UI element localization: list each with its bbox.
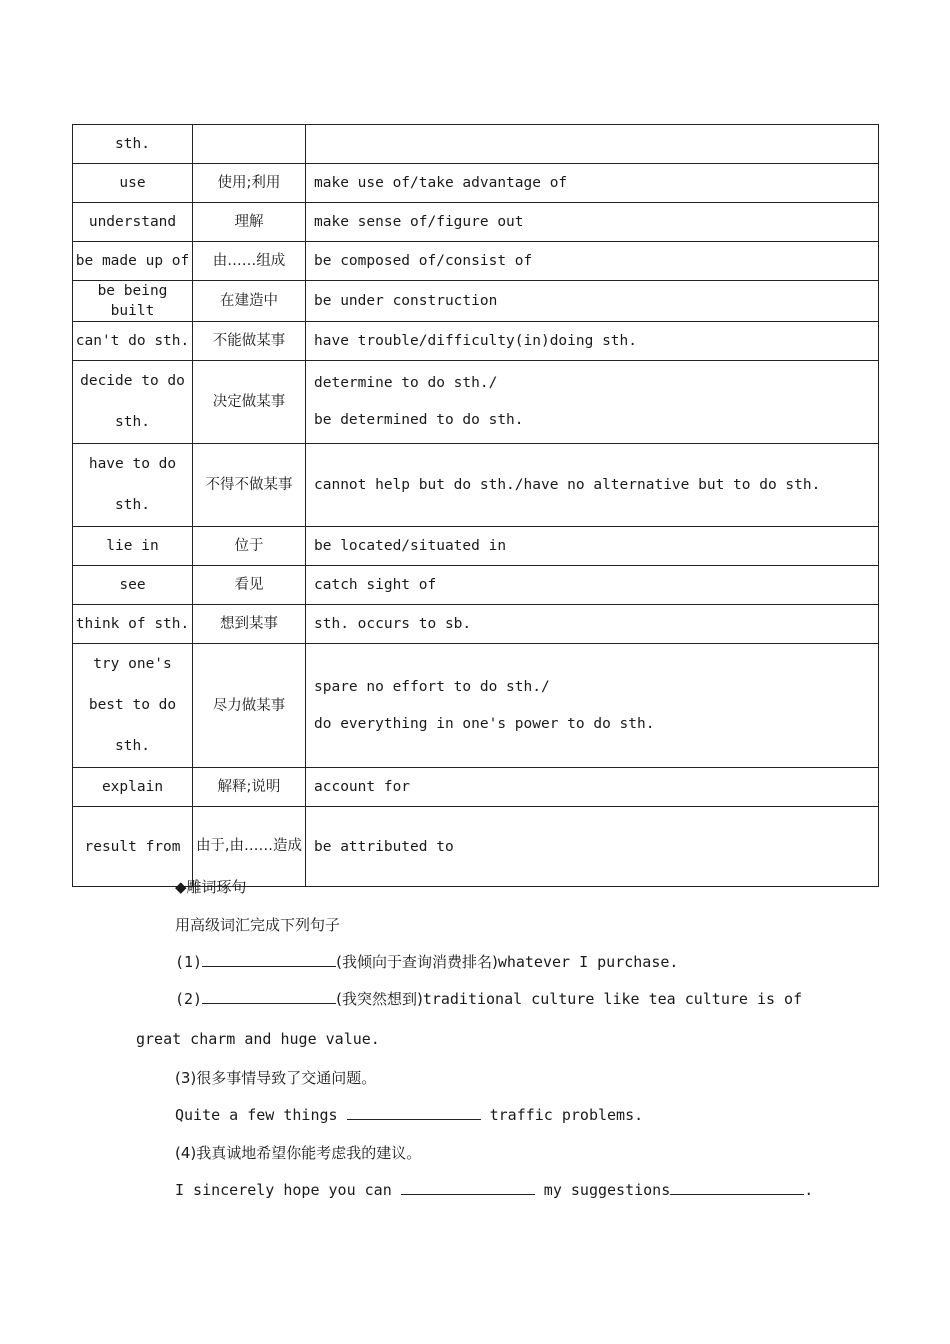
meaning-cell: 不能做某事 bbox=[193, 322, 306, 361]
basic-expression-cell: think of sth. bbox=[73, 605, 193, 644]
meaning-cell: 尽力做某事 bbox=[193, 644, 306, 768]
meaning-cell: 使用;利用 bbox=[193, 164, 306, 203]
advanced-expression-cell: make sense of/figure out bbox=[306, 203, 879, 242]
question-3 bbox=[175, 1105, 643, 1124]
basic-expression-cell: sth. bbox=[73, 125, 193, 164]
basic-expression-cell: be made up of bbox=[73, 242, 193, 281]
answer-blank[interactable] bbox=[401, 1180, 535, 1195]
advanced-expression-cell: make use of/take advantage of bbox=[306, 164, 879, 203]
table-row bbox=[73, 203, 879, 242]
meaning-cell: 解释;说明 bbox=[193, 768, 306, 807]
table-row bbox=[73, 605, 879, 644]
meaning-cell: 看见 bbox=[193, 566, 306, 605]
advanced-line: determine to do sth./ bbox=[314, 375, 498, 391]
meaning-cell: 在建造中 bbox=[193, 281, 306, 322]
advanced-expression-cell: be composed of/consist of bbox=[306, 242, 879, 281]
meaning-cell: 位于 bbox=[193, 527, 306, 566]
table-row bbox=[73, 527, 879, 566]
question-text: I sincerely hope you can bbox=[175, 1181, 401, 1199]
meaning-cell: 由于,由……造成 bbox=[193, 807, 306, 887]
section-heading: ◆雕词琢句 bbox=[175, 878, 247, 896]
answer-blank[interactable] bbox=[202, 952, 336, 967]
table-row bbox=[73, 768, 879, 807]
table-row bbox=[73, 164, 879, 203]
basic-expression-cell: explain bbox=[73, 768, 193, 807]
advanced-line: be determined to do sth. bbox=[314, 412, 524, 428]
answer-blank[interactable] bbox=[670, 1180, 804, 1195]
answer-blank[interactable] bbox=[202, 989, 336, 1004]
question-text: whatever I purchase. bbox=[497, 953, 679, 971]
question-hint: (我突然想到) bbox=[336, 990, 423, 1008]
basic-expression-cell: have to do sth. bbox=[73, 444, 193, 527]
table-row bbox=[73, 566, 879, 605]
meaning-cell: 由……组成 bbox=[193, 242, 306, 281]
advanced-expression-cell bbox=[306, 644, 879, 768]
meaning-cell: 理解 bbox=[193, 203, 306, 242]
question-2 bbox=[175, 988, 802, 1009]
basic-expression-cell: lie in bbox=[73, 527, 193, 566]
question-number: (2) bbox=[175, 990, 203, 1008]
meaning-cell: 决定做某事 bbox=[193, 361, 306, 444]
advanced-expression-cell: sth. occurs to sb. bbox=[306, 605, 879, 644]
question-text: Quite a few things bbox=[175, 1106, 347, 1124]
question-4-prompt: (4)我真诚地希望你能考虑我的建议。 bbox=[175, 1144, 422, 1162]
advanced-expression-cell: be under construction bbox=[306, 281, 879, 322]
basic-expression-cell: use bbox=[73, 164, 193, 203]
table-row bbox=[73, 125, 879, 164]
table-row bbox=[73, 444, 879, 527]
basic-expression-cell: be being built bbox=[73, 281, 193, 322]
question-hint: (我倾向于查询消费排名) bbox=[336, 953, 498, 971]
question-text: . bbox=[804, 1181, 814, 1199]
instruction: 用高级词汇完成下列句子 bbox=[175, 916, 341, 934]
question-4 bbox=[175, 1180, 813, 1199]
basic-expression-cell: understand bbox=[73, 203, 193, 242]
basic-expression-cell: try one's best to do sth. bbox=[73, 644, 193, 768]
advanced-line: spare no effort to do sth./ bbox=[314, 678, 550, 695]
advanced-expression-cell bbox=[306, 125, 879, 164]
meaning-cell: 想到某事 bbox=[193, 605, 306, 644]
table-row bbox=[73, 322, 879, 361]
meaning-cell bbox=[193, 125, 306, 164]
table-row bbox=[73, 361, 879, 444]
advanced-expression-cell bbox=[306, 361, 879, 444]
table-row bbox=[73, 281, 879, 322]
question-2-continuation: great charm and huge value. bbox=[136, 1030, 380, 1048]
basic-expression-cell: can't do sth. bbox=[73, 322, 193, 361]
table-row bbox=[73, 807, 879, 887]
question-text: my suggestions bbox=[534, 1181, 671, 1199]
question-number: (1) bbox=[175, 953, 203, 971]
table-row bbox=[73, 242, 879, 281]
advanced-expression-cell: account for bbox=[306, 768, 879, 807]
vocabulary-table bbox=[72, 124, 879, 887]
answer-blank[interactable] bbox=[347, 1105, 481, 1120]
basic-expression-cell: see bbox=[73, 566, 193, 605]
advanced-expression-cell: catch sight of bbox=[306, 566, 879, 605]
advanced-expression-cell: have trouble/difficulty(in)doing sth. bbox=[306, 322, 879, 361]
question-text: traffic problems. bbox=[480, 1106, 644, 1124]
basic-expression-cell: result from bbox=[73, 807, 193, 887]
advanced-line: do everything in one's power to do sth. bbox=[314, 715, 655, 732]
advanced-expression-cell: be located/situated in bbox=[306, 527, 879, 566]
question-1 bbox=[175, 951, 678, 972]
table-row bbox=[73, 644, 879, 768]
question-3-prompt: (3)很多事情导致了交通问题。 bbox=[175, 1069, 377, 1087]
advanced-expression-cell: cannot help but do sth./have no alternative but to do sth. bbox=[306, 444, 879, 527]
question-text: traditional culture like tea culture is of bbox=[422, 990, 803, 1008]
basic-expression-cell: decide to do sth. bbox=[73, 361, 193, 444]
meaning-cell: 不得不做某事 bbox=[193, 444, 306, 527]
advanced-expression-cell: be attributed to bbox=[306, 807, 879, 887]
